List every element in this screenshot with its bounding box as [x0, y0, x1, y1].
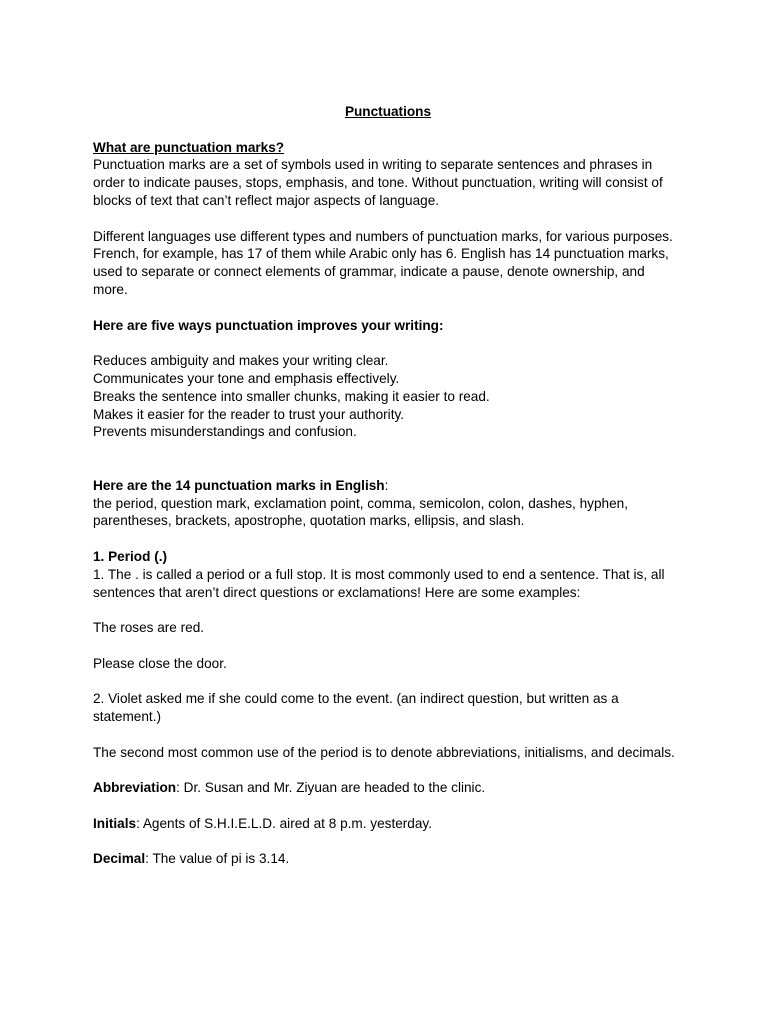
marks-list: the period, question mark, exclamation point, comma, semicolon, colon, dashes, hyphen, parentheses, brackets, apostrophe, quotation marks, ellipsis, and slash.: [93, 495, 628, 529]
period-section: [93, 548, 683, 601]
marks-heading-colon: :: [384, 477, 389, 493]
period-example-1: The roses are red.: [93, 620, 205, 636]
ways-list: [93, 352, 683, 441]
list-item: Prevents misunderstandings and confusion.: [93, 424, 357, 440]
list-item: Makes it easier for the reader to trust your authority.: [93, 406, 405, 422]
marks-section: [93, 477, 683, 530]
ways-heading: Here are five ways punctuation improves your writing:: [93, 317, 444, 333]
intro-paragraph-2: Different languages use different types and numbers of punctuation marks, for various purposes. French, for example, has 17 of them while Arabic only has 6. English has 14 punctuation marks, used to separate or connect elements of grammar, indicate a pause, denote ownership, and more.: [93, 228, 673, 297]
intro-section: [93, 139, 683, 210]
decimal-example: [93, 850, 683, 868]
page-title: Punctuations: [344, 104, 432, 119]
intro-heading: What are punctuation marks?: [93, 139, 285, 155]
abbreviation-example: [93, 779, 683, 797]
list-item: Communicates your tone and emphasis effectively.: [93, 370, 400, 386]
period-paragraph-3: The second most common use of the period is to denote abbreviations, initialisms, and decimals.: [93, 744, 675, 760]
initials-label: Initials: [93, 815, 137, 831]
decimal-label: Decimal: [93, 851, 146, 867]
period-paragraph-2: 2. Violet asked me if she could come to the event. (an indirect question, but written as a statement.): [93, 691, 619, 725]
intro-paragraph-1: Punctuation marks are a set of symbols used in writing to separate sentences and phrases in order to indicate pauses, stops, emphasis, and tone. Without punctuation, writing will consist of blocks of text that can’t reflect major aspects of language.: [93, 157, 663, 208]
initials-text: : Agents of S.H.I.E.L.D. aired at 8 p.m. yesterday.: [136, 815, 432, 831]
list-item: Breaks the sentence into smaller chunks, making it easier to read.: [93, 388, 490, 404]
abbreviation-text: : Dr. Susan and Mr. Ziyuan are headed to the clinic.: [176, 780, 486, 796]
period-paragraph-1: 1. The . is called a period or a full stop. It is most commonly used to end a sentence. That is, all sentences that aren’t direct questions or exclamations! Here are some examples:: [93, 566, 665, 600]
list-item: Reduces ambiguity and makes your writing clear.: [93, 353, 389, 369]
document-page: [93, 103, 683, 886]
period-heading: 1. Period (.): [93, 548, 168, 564]
initials-example: [93, 815, 683, 833]
abbreviation-label: Abbreviation: [93, 780, 177, 796]
period-example-2: Please close the door.: [93, 655, 227, 671]
decimal-text: : The value of pi is 3.14.: [145, 851, 290, 867]
marks-heading: Here are the 14 punctuation marks in English: [93, 477, 385, 493]
